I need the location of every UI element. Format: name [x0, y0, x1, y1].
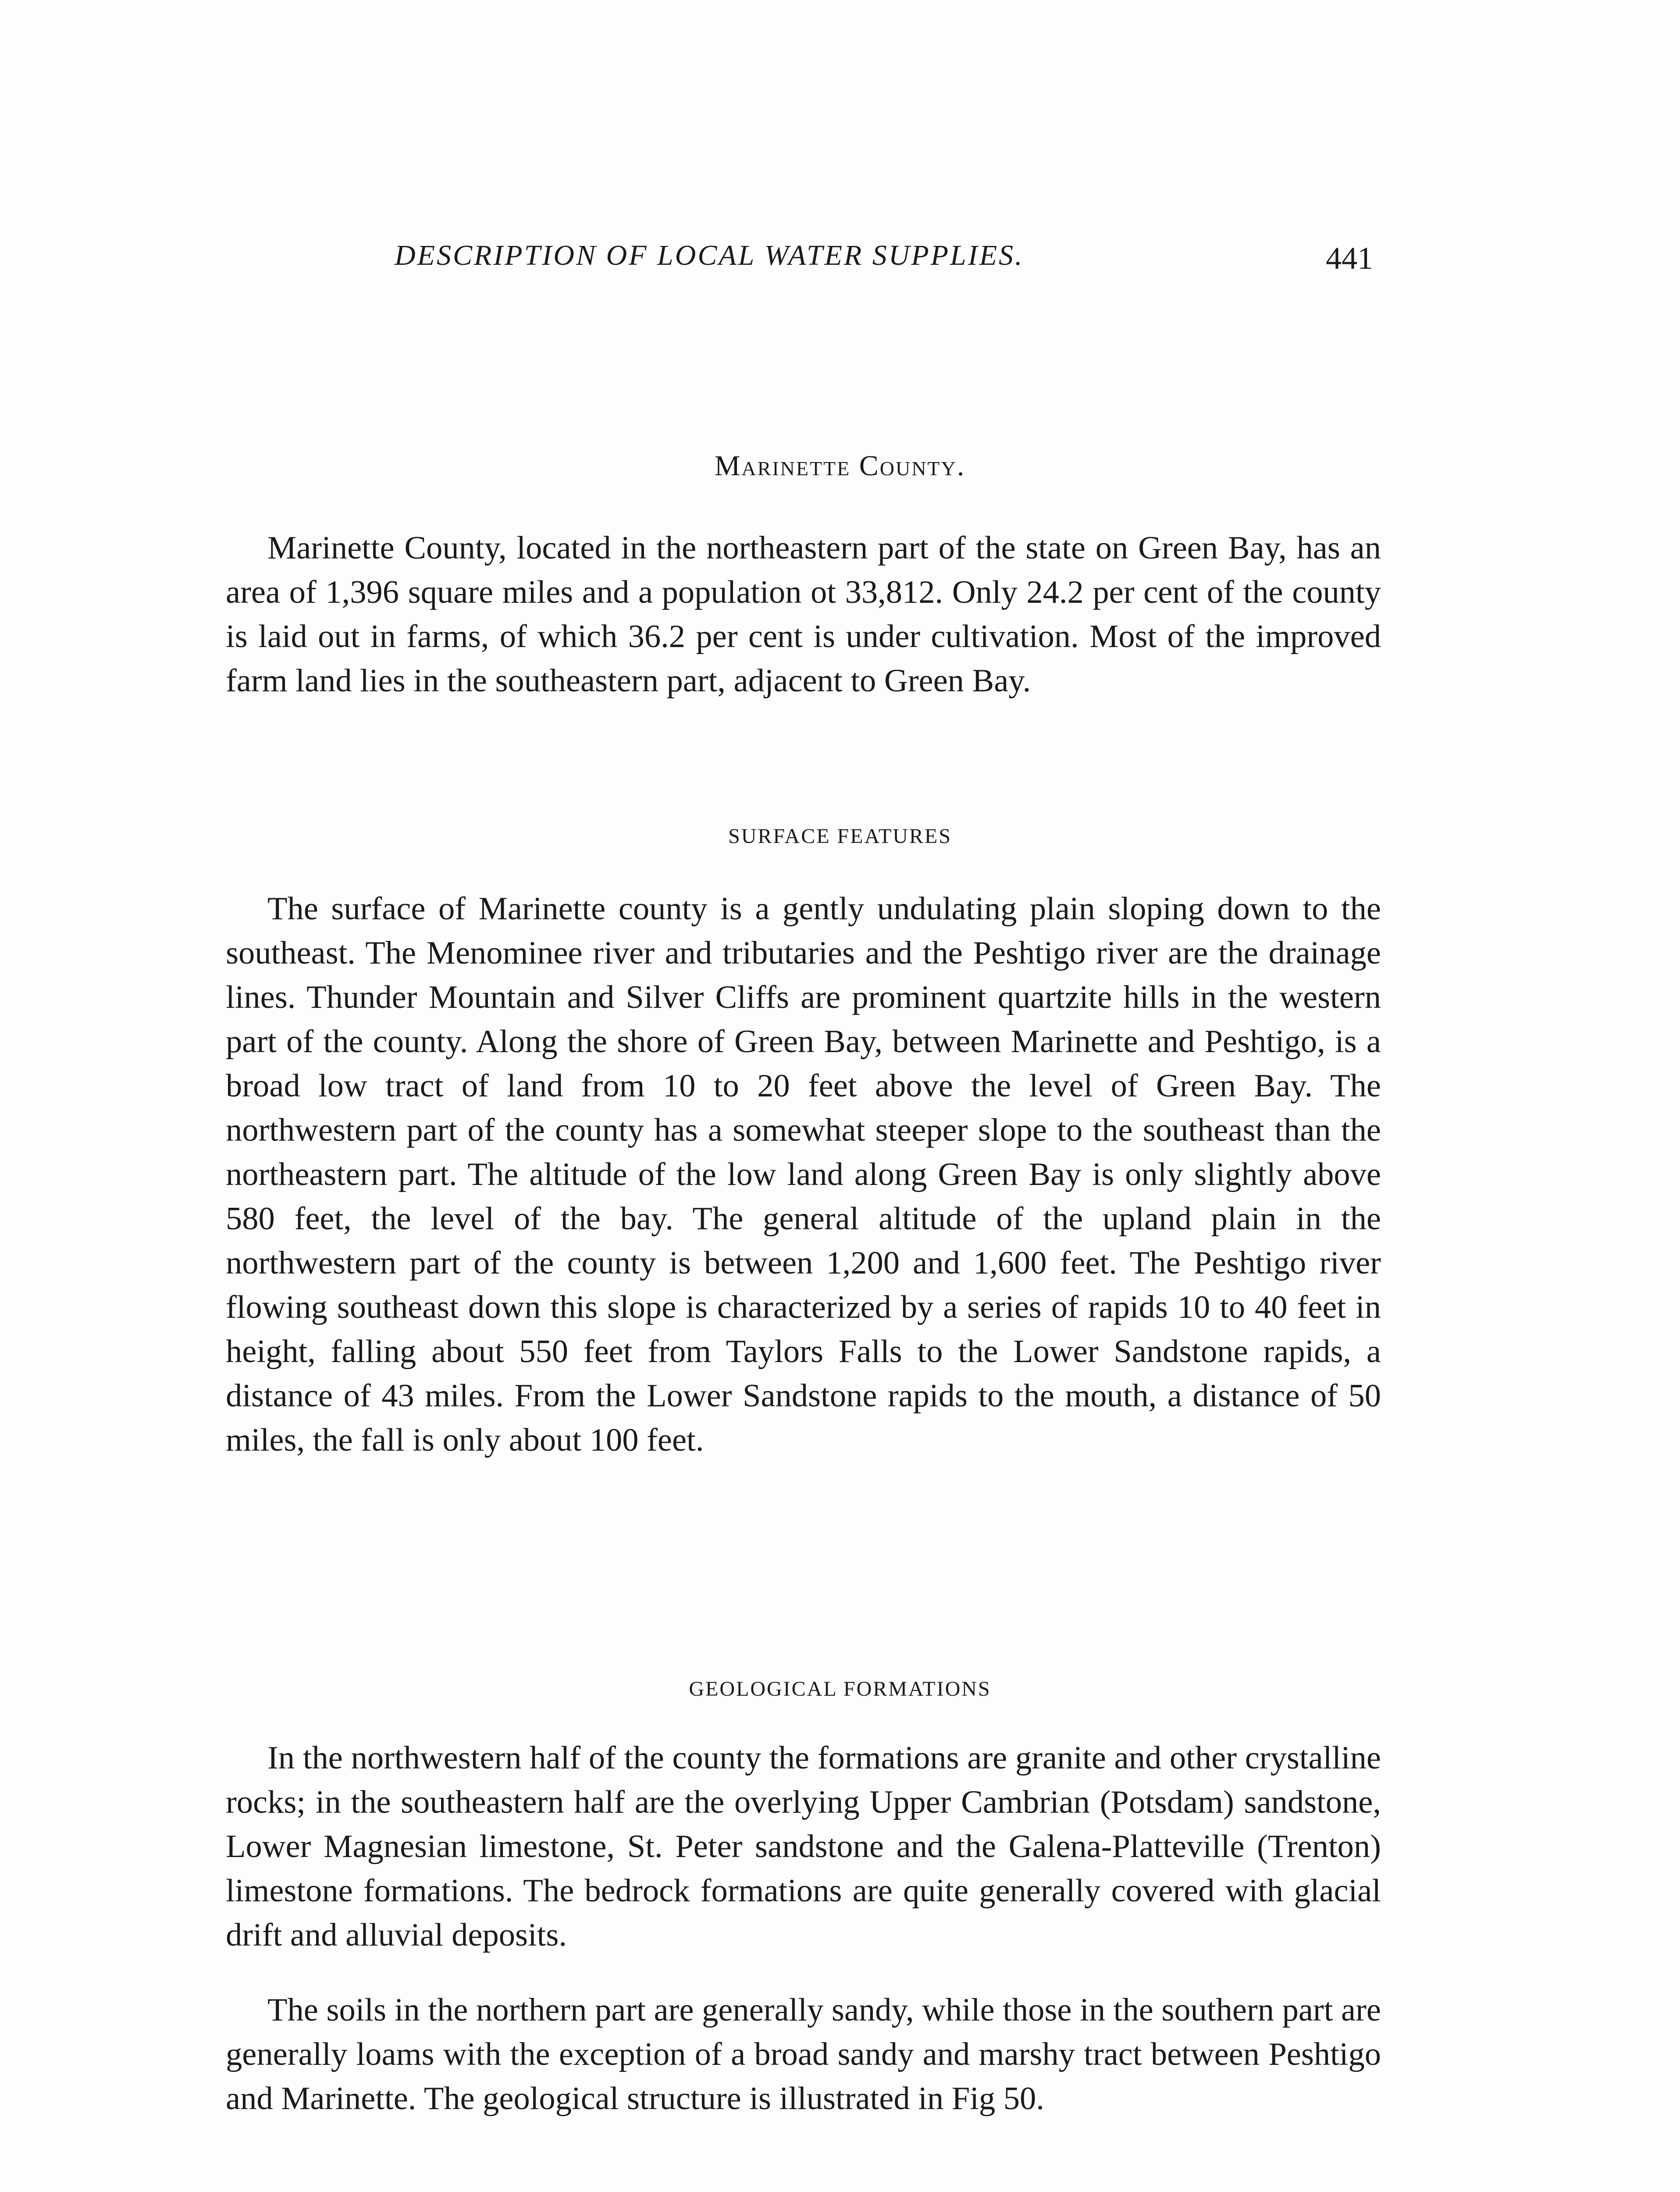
county-title: Marinette County. — [714, 450, 966, 482]
intro-paragraph: Marinette County, located in the northeastern part of the state on Green Bay, has an area of 1,396 square miles and a population ot 33,812. Only 24.2 per cent of the county is laid out in farms, of which 36.2 per cent is under cultivation. Most of the improved farm land lies in the southeastern part, adjacent to Green Bay. — [226, 530, 1381, 699]
section-heading-geological-formations: GEOLOGICAL FORMATIONS — [689, 1677, 991, 1701]
page-number: 441 — [1326, 241, 1373, 276]
geological-formations-paragraph: In the northwestern half of the county the formations are granite and other crystalline rocks; in the southeastern half are the overlying Upper Cambrian (Potsdam) sandstone, Lower Magnesian limestone, St. Peter sandstone and the Galena-Platteville (Trenton) limestone formations. The bedrock formations are quite generally covered with glacial drift and alluvial deposits. — [226, 1740, 1381, 1953]
surface-features-paragraph: The surface of Marinette county is a gently undulating plain sloping down to the southeast. The Menominee river and tributaries and the Peshtigo river are the drainage lines. Thunder Mountain and Silver Cliffs are prominent quartzite hills in the western part of the county. Along the shore of Green Bay, between Marinette and Peshtigo, is a broad low tract of land from 10 to 20 feet above the level of Green Bay. The northwestern part of the county has a somewhat steeper slope to the southeast than the northeastern part. The altitude of the low land along Green Bay is only slightly above 580 feet, the level of the bay. The general altitude of the upland plain in the northwestern part of the county is between 1,200 and 1,600 feet. The Peshtigo river flowing southeast down this slope is characterized by a series of rapids 10 to 40 feet in height, falling about 550 feet from Taylors Falls to the Lower Sandstone rapids, a distance of 43 miles. From the Lower Sandstone rapids to the mouth, a distance of 50 miles, the fall is only about 100 feet. — [226, 891, 1381, 1458]
section-heading-surface-features: SURFACE FEATURES — [728, 825, 952, 848]
soils-paragraph: The soils in the northern part are generally sandy, while those in the southern part are generally loams with the exception of a broad sandy and marshy tract between Peshtigo and Marinette. The geological structure is illustrated in Fig 50. — [226, 1992, 1381, 2117]
running-title: DESCRIPTION OF LOCAL WATER SUPPLIES. — [395, 239, 1024, 271]
